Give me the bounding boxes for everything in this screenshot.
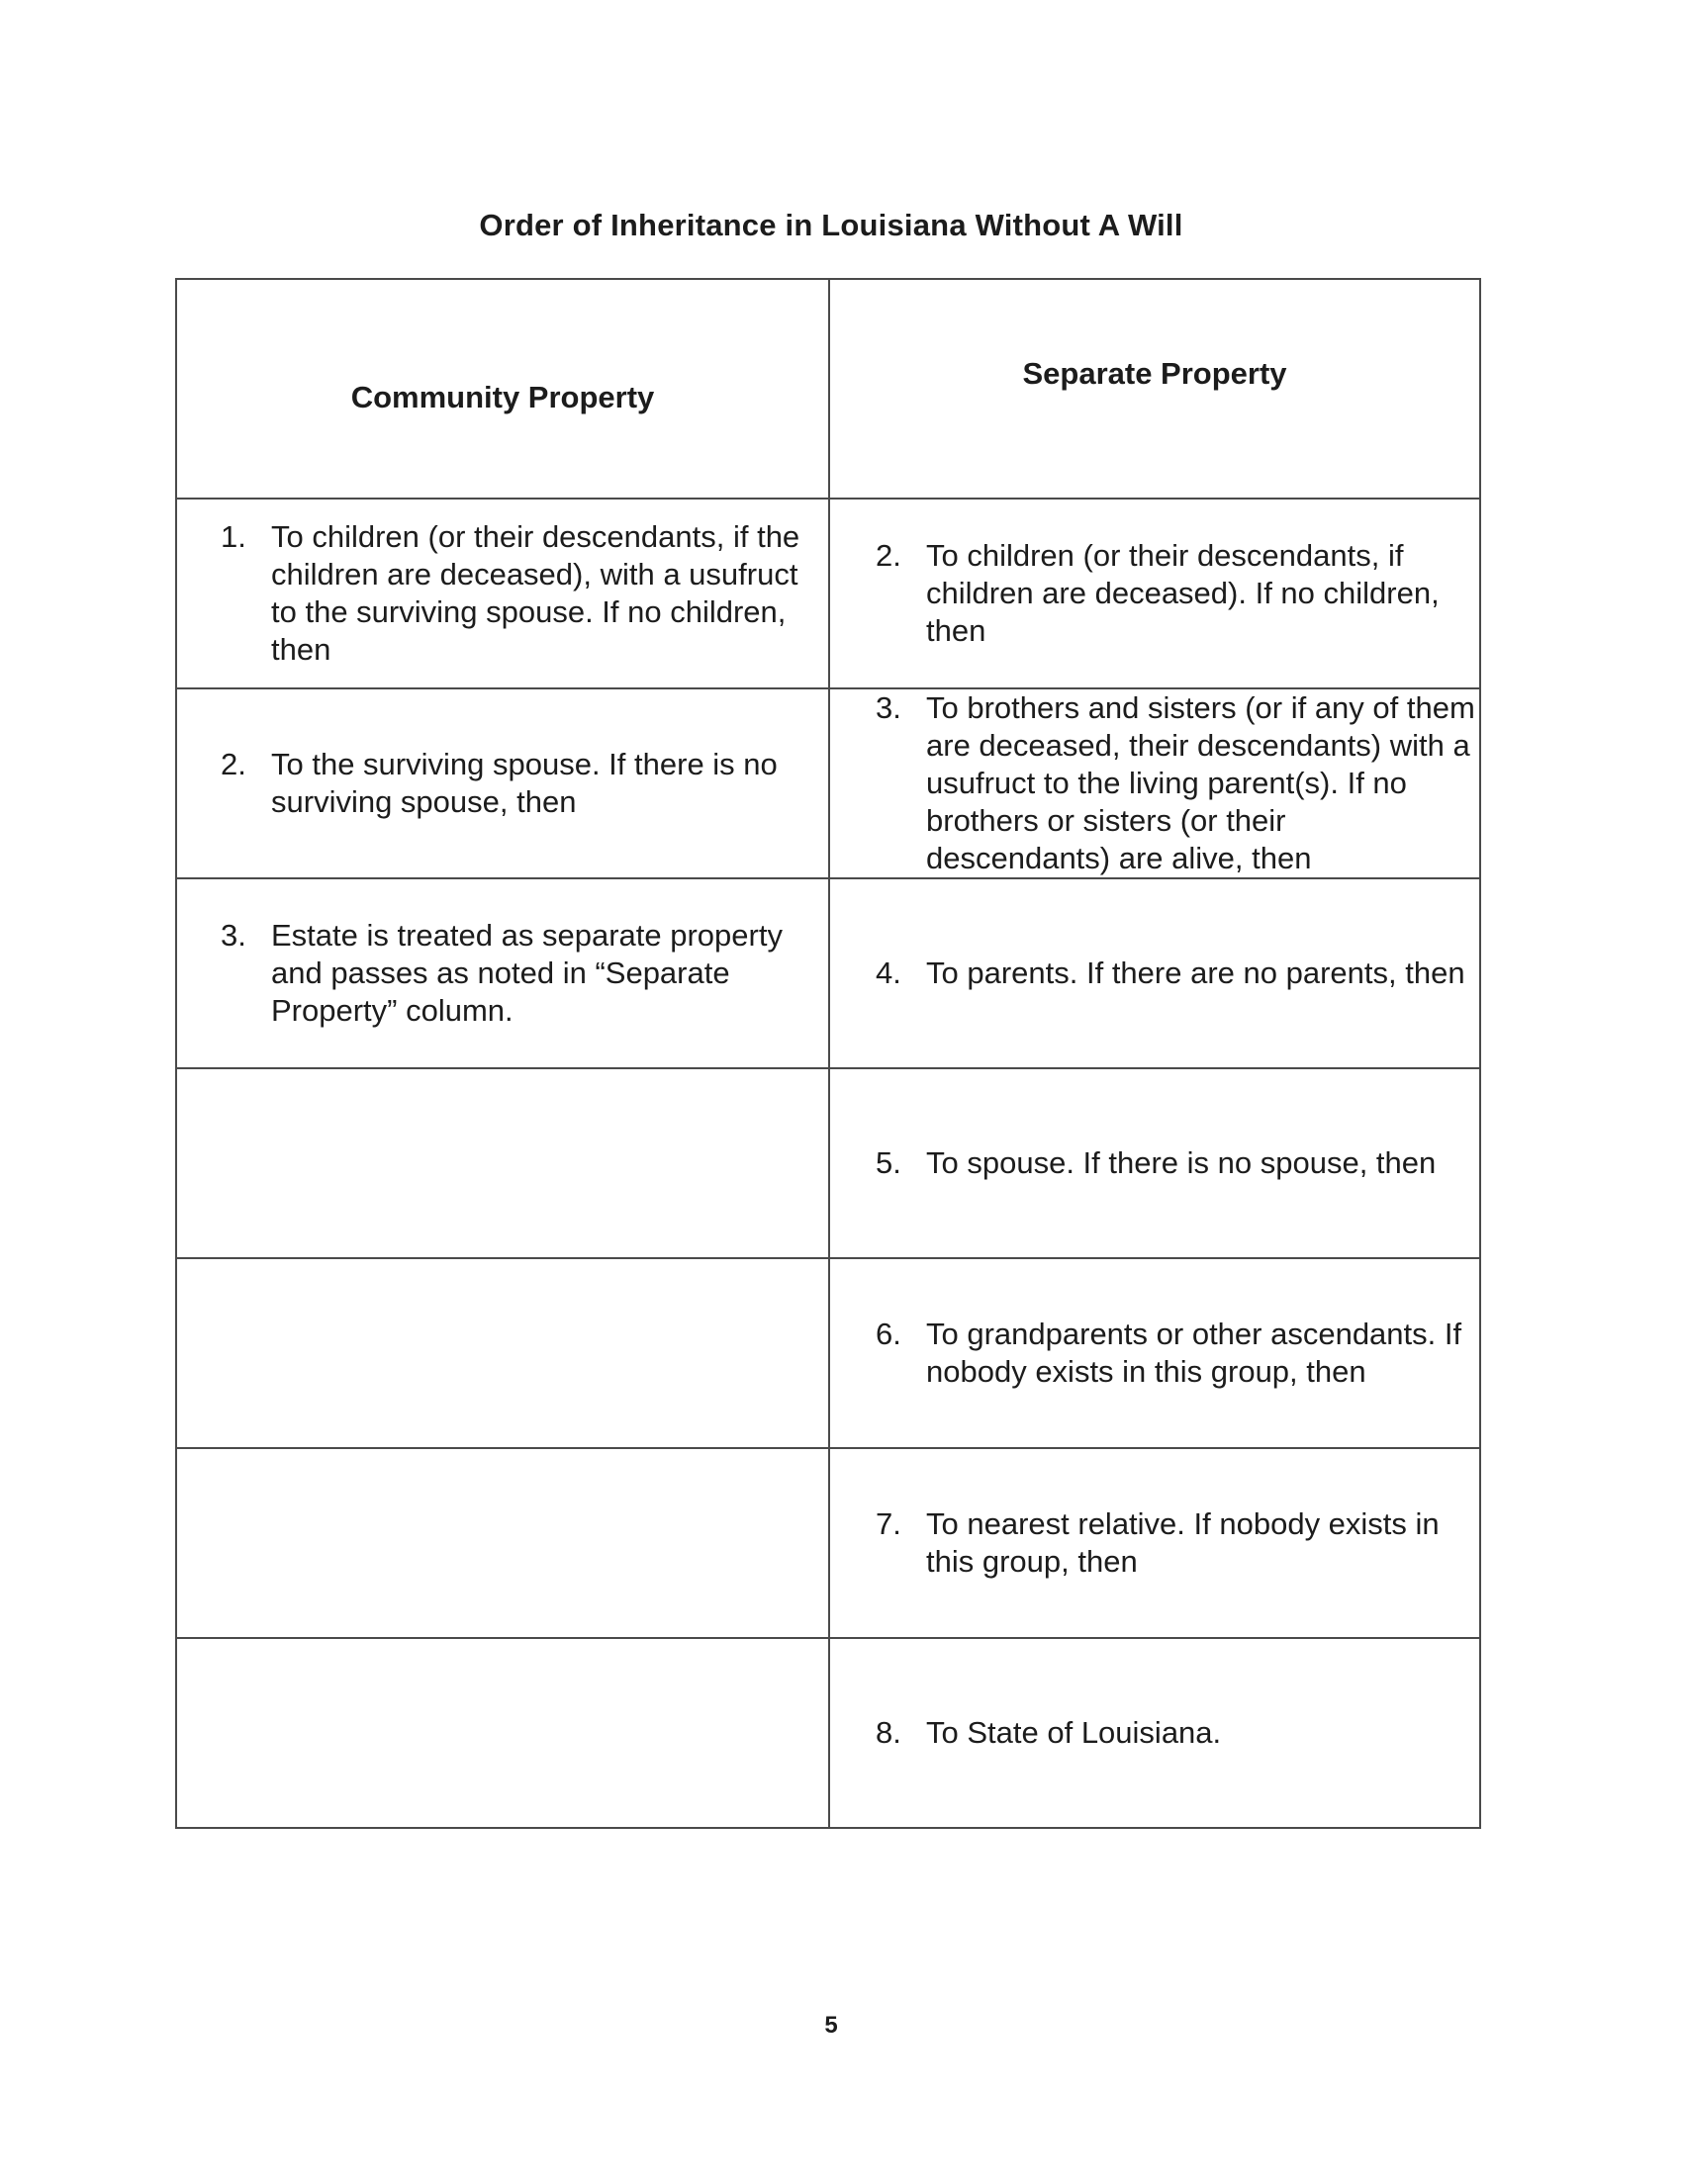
header-community-property: Community Property: [176, 279, 829, 499]
list-item: [830, 689, 1479, 877]
list-item: [177, 917, 828, 1030]
table-row: [176, 878, 1480, 1068]
separate-cell: [829, 1448, 1480, 1638]
community-cell-empty: [176, 1448, 829, 1638]
table-row: [176, 1258, 1480, 1448]
page-title: Order of Inheritance in Louisiana Without A Will: [479, 208, 1183, 242]
table-row: [176, 688, 1480, 878]
table-row: [176, 1638, 1480, 1828]
item-text: To State of Louisiana.: [926, 1715, 1222, 1750]
item-number: 3.: [876, 690, 901, 725]
list-item: [830, 955, 1479, 992]
list-item: [177, 518, 828, 669]
inheritance-table: [175, 278, 1481, 1829]
list-item: [177, 746, 828, 821]
separate-cell: [829, 1638, 1480, 1828]
list-item: [830, 1316, 1479, 1391]
separate-cell: [829, 688, 1480, 878]
item-number: 2.: [876, 538, 901, 573]
community-cell-empty: [176, 1638, 829, 1828]
table-header-row: [176, 279, 1480, 499]
list-item: [830, 1144, 1479, 1182]
item-number: 8.: [876, 1715, 901, 1750]
separate-cell: [829, 1258, 1480, 1448]
separate-cell: [829, 878, 1480, 1068]
item-number: 1.: [221, 519, 246, 554]
item-number: 4.: [876, 956, 901, 990]
table-row: [176, 1068, 1480, 1258]
item-text: To parents. If there are no parents, then: [926, 956, 1465, 990]
community-cell-empty: [176, 1258, 829, 1448]
item-number: 3.: [221, 918, 246, 953]
item-text: Estate is treated as separate property and passes as noted in “Separate Property” column.: [271, 918, 783, 1028]
item-text: To grandparents or other ascendants. If nobody exists in this group, then: [926, 1317, 1462, 1389]
item-text: To children (or their descendants, if the children are deceased), with a usufruct to the surviving spouse. If no children, then: [271, 519, 800, 667]
list-item: [830, 537, 1479, 650]
item-text: To children (or their descendants, if children are deceased). If no children, then: [926, 538, 1440, 648]
item-number: 6.: [876, 1317, 901, 1351]
community-cell-empty: [176, 1068, 829, 1258]
item-text: To spouse. If there is no spouse, then: [926, 1145, 1437, 1180]
separate-cell: [829, 499, 1480, 688]
separate-cell: [829, 1068, 1480, 1258]
table-row: [176, 1448, 1480, 1638]
item-text: To brothers and sisters (or if any of them are deceased, their descendants) with a usufruct to the living parent(s). If no brothers or sisters (or their descendants) are alive, then: [926, 690, 1475, 875]
community-cell: [176, 499, 829, 688]
list-item: [830, 1714, 1479, 1752]
community-cell: [176, 688, 829, 878]
header-separate-property: Separate Property: [829, 279, 1480, 499]
item-text: To the surviving spouse. If there is no surviving spouse, then: [271, 747, 778, 819]
item-number: 7.: [876, 1506, 901, 1541]
table-row: [176, 499, 1480, 688]
page-number: 5: [824, 2012, 838, 2039]
item-text: To nearest relative. If nobody exists in this group, then: [926, 1506, 1440, 1579]
item-number: 2.: [221, 747, 246, 781]
item-number: 5.: [876, 1145, 901, 1180]
community-cell: [176, 878, 829, 1068]
list-item: [830, 1505, 1479, 1581]
